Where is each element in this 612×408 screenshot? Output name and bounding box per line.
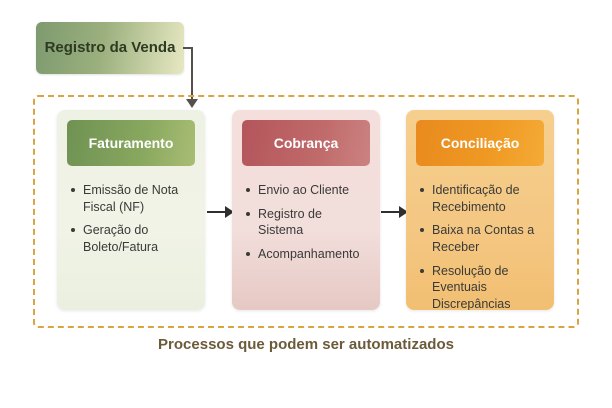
flow-arrow-icon — [207, 206, 233, 218]
flow-arrow-icon — [381, 206, 407, 218]
start-node-label: Registro da Venda — [44, 38, 176, 56]
process-card-header — [67, 120, 195, 166]
process-card-header — [416, 120, 544, 166]
process-card-header — [242, 120, 370, 166]
process-item-list — [420, 182, 542, 310]
connector-vertical-segment — [191, 47, 193, 101]
process-card-title: Cobrança — [273, 135, 339, 151]
list-item: Registro de Sistema — [246, 206, 368, 239]
list-item: Envio ao Cliente — [246, 182, 368, 199]
start-node — [36, 22, 184, 74]
flow-arrow-line — [381, 211, 400, 213]
process-card-conciliacao — [406, 110, 554, 310]
list-item: Emissão de Nota Fiscal (NF) — [71, 182, 193, 215]
flow-arrow-line — [207, 211, 226, 213]
process-item-list — [71, 182, 193, 256]
diagram-caption: Processos que podem ser automatizados — [158, 336, 454, 353]
list-item: Resolução de Eventuais Discrepâncias — [420, 263, 542, 311]
process-item-list — [246, 182, 368, 263]
process-card-cobranca — [232, 110, 380, 310]
list-item: Acompanhamento — [246, 246, 368, 263]
process-card-body — [406, 166, 554, 310]
process-card-body — [232, 166, 380, 280]
process-card-title: Faturamento — [88, 135, 174, 151]
list-item: Geração do Boleto/Fatura — [71, 222, 193, 255]
process-card-faturamento — [57, 110, 205, 310]
process-card-body — [57, 166, 205, 273]
list-item: Baixa na Contas a Receber — [420, 222, 542, 255]
list-item: Identificação de Recebimento — [420, 182, 542, 215]
process-card-title: Conciliação — [440, 135, 520, 151]
